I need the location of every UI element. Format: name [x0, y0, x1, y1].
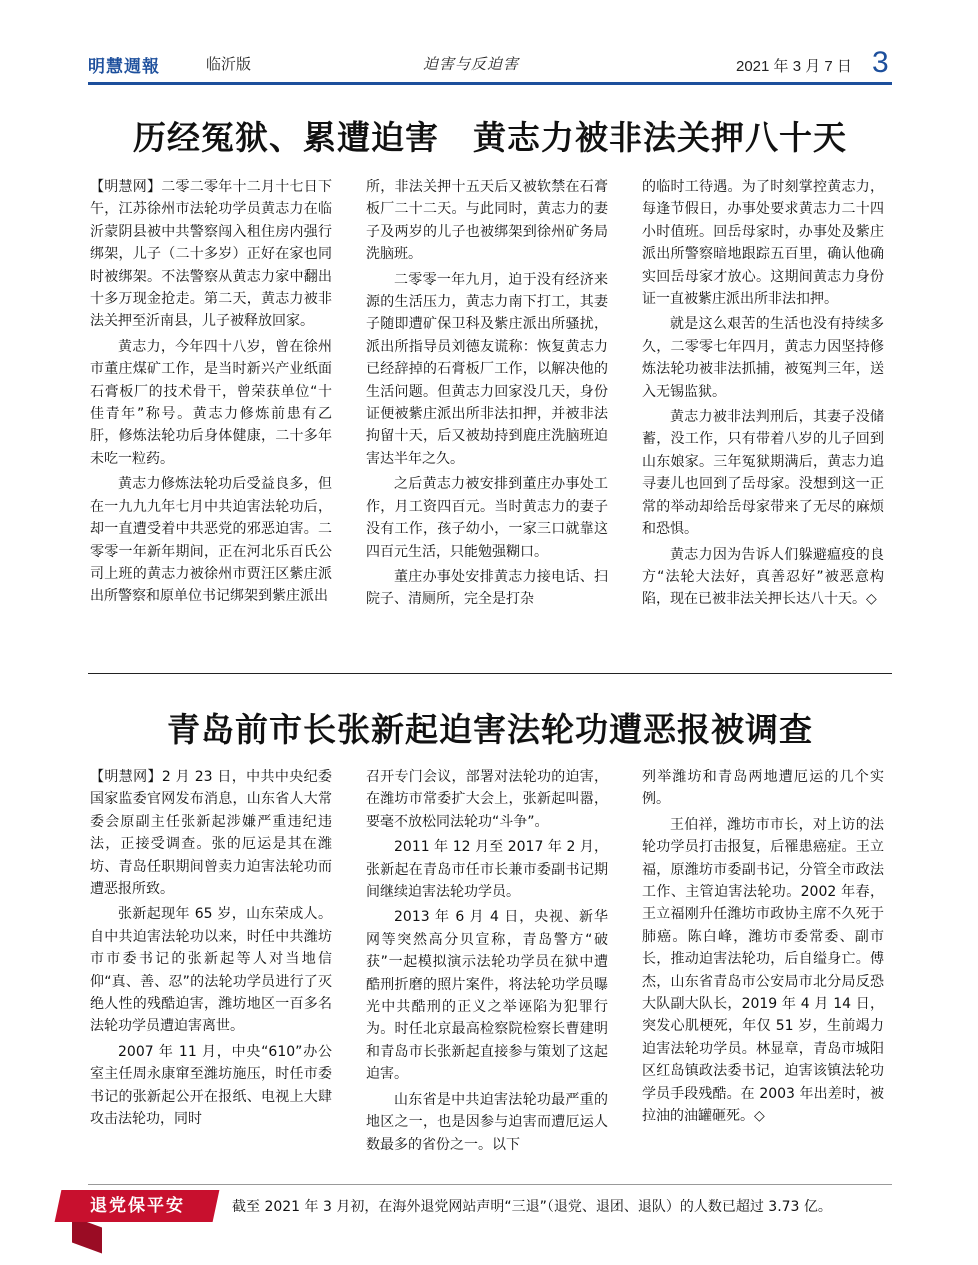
article1-paragraph: 黄志力修炼法轮功后受益良多，但在一九九九年七月中共迫害法轮功后，却一直遭受着中共恶党的邪恶迫害。二零零一年新年期间，正在河北乐百氏公司上班的黄志力被徐州市贾汪区紫庄派出所警察和原单位书记绑架到紫庄派出	[90, 476, 332, 605]
article1-paragraph: 所，非法关押十五天后又被软禁在石膏板厂二十二天。与此同时，黄志力的妻子及两岁的儿子也被绑架到徐州矿务局洗脑班。	[366, 179, 608, 263]
footer-notice: 截至 2021 年 3 月初，在海外退党网站声明“三退”（退党、退团、退队）的人数已超过 3.73 亿。	[232, 1199, 832, 1215]
article2-paragraph: 2013 年 6 月 4 日，央视、新华网等突然高分贝宣称，青岛警方“破获”一起模拟演示法轮功学员在狱中遭酷刑折磨的照片案件，将法轮功学员曝光中共酷刑的正义之举诬陷为犯罪行为。时任北京最高检察院检察长曹建明和青岛市长张新起直接参与策划了这起迫害。	[366, 909, 608, 1083]
article2-column-1	[90, 766, 332, 1134]
section-label: 迫害与反迫害	[423, 55, 520, 73]
edition-label: 临沂版	[206, 55, 252, 73]
header-rule	[88, 82, 892, 85]
article2-paragraph: 召开专门会议，部署对法轮功的迫害，在潍坊市常委扩大会上，张新起叫嚣，要毫不放松同法轮功“斗争”。	[366, 769, 608, 830]
article1-paragraph: 就是这么艰苦的生活也没有持续多久，二零零七年四月，黄志力因坚持修炼法轮功被非法抓捕，被冤判三年，送入无锡监狱。	[642, 316, 884, 400]
article1-paragraph: 【明慧网】二零二零年十二月十七日下午，江苏徐州市法轮功学员黄志力在临沂蒙阴县被中共警察闯入租住房内强行绑架，儿子（二十多岁）正好在家也同时被绑架。不法警察从黄志力家中翻出十多万现金抢走。第二天，黄志力被非法关押至沂南县，儿子被释放回家。	[90, 179, 332, 330]
article1-column-2	[366, 176, 608, 614]
article1-paragraph: 黄志力因为告诉人们躲避瘟疫的良方“法轮大法好，真善忍好”被恶意构陷，现在已被非法关押长达八十天。◇	[642, 546, 884, 608]
masthead: 明慧週報	[88, 57, 160, 77]
issue-date: 2021 年 3 月 7 日	[736, 58, 852, 75]
article2-paragraph: 王伯祥，潍坊市市长，对上访的法轮功学员打击报复，后罹患癌症。王立福，原潍坊市委副书记，分管全市政法工作、主管迫害法轮功。2002 年春，王立福刚升任潍坊市政协主席不久死于肺癌。陈白峰，潍坊市委常委、副市长，推动迫害法轮功，后自缢身亡。傅杰，山东省青岛市公安局市北分局反恐大队副大队长，2019 年 4 月 14 日，突发心肌梗死，年仅 51 岁，生前竭力迫害法轮功学员。林显章，青岛市城阳区红岛镇政法委书记，迫害该镇法轮功学员手段残酷。在 2003 年出差时，被拉油的油罐砸死。◇	[642, 816, 884, 1125]
article2-paragraph: 【明慧网】2 月 23 日，中共中央纪委国家监委官网发布消息，山东省人大常委会原副主任张新起涉嫌严重违纪违法，正接受调查。张的厄运是其在潍坊、青岛任职期间曾卖力迫害法轮功而遭恶报所致。	[90, 769, 332, 898]
page-header	[88, 48, 892, 82]
article2-title: 青岛前市长张新起迫害法轮功遭恶报被调查	[167, 710, 813, 749]
article2-paragraph: 山东省是中共迫害法轮功最严重的地区之一，也是因参与迫害而遭厄运人数最多的省份之一。以下	[366, 1091, 608, 1153]
article1-column-3	[642, 176, 884, 614]
article1-paragraph: 二零零一年九月，迫于没有经济来源的生活压力，黄志力南下打工，其妻子随即遭矿保卫科及紫庄派出所骚扰，派出所指导员刘德友谎称：恢复黄志力已经辞掉的石膏板厂工作，以解决他的生活问题。但黄志力回家没几天，身份证便被紫庄派出所非法扣押，并被非法拘留十天，后又被劫持到鹿庄洗脑班迫害达半年之久。	[366, 271, 608, 467]
article2-paragraph: 张新起现年 65 岁，山东荣成人。自中共迫害法轮功以来，时任中共潍坊市市委书记的张新起等人对当地信仰“真、善、忍”的法轮功学员进行了灭绝人性的残酷迫害，潍坊地区一百多名法轮功学员遭迫害离世。	[90, 906, 332, 1035]
article1-paragraph: 黄志力，今年四十八岁，曾在徐州市董庄煤矿工作，是当时新兴产业纸面石膏板厂的技术骨干，曾荣获单位“十佳青年”称号。黄志力修炼前患有乙肝，修炼法轮功后身体健康，二十多年未吃一粒药。	[90, 338, 332, 467]
article1-paragraph: 董庄办事处安排黄志力接电话、扫院子、清厕所，完全是打杂	[366, 568, 608, 608]
article1-paragraph: 黄志力被非法判刑后，其妻子没储蓄，没工作，只有带着八岁的儿子回到山东娘家。三年冤狱期满后，黄志力追寻妻儿也回到了岳母家。没想到这一正常的举动却给岳母家带来了无尽的麻烦和恐惧。	[642, 409, 884, 538]
article1-column-1	[90, 176, 332, 611]
article1-paragraph: 之后黄志力被安排到董庄办事处工作，月工资四百元。当时黄志力的妻子没有工作，孩子幼小，一家三口就靠这四百元生活，只能勉强糊口。	[366, 476, 608, 560]
article2-column-2	[366, 766, 608, 1159]
page-number: 3	[872, 46, 889, 79]
article1-paragraph: 的临时工待遇。为了时刻掌控黄志力，每逢节假日，办事处要求黄志力二十四小时值班。回岳母家时，办事处及紫庄派出所警察暗地跟踪五百里，确认他确实回岳母家才放心。这期间黄志力身份证一直被紫庄派出所非法扣押。	[642, 179, 884, 308]
article2-paragraph: 2007 年 11 月，中央“610”办公室主任周永康窜至潍坊施压，时任市委书记的张新起公开在报纸、电视上大肆攻击法轮功，同时	[90, 1043, 332, 1128]
footer-rule	[88, 1184, 892, 1185]
article2-paragraph: 列举潍坊和青岛两地遭厄运的几个实例。	[642, 769, 884, 808]
article2-column-3	[642, 766, 884, 1131]
article-divider	[88, 673, 892, 674]
article2-paragraph: 2011 年 12 月至 2017 年 2 月，张新起在青岛市任市长兼市委副书记期间继续迫害法轮功学员。	[366, 839, 608, 901]
banner-ribbon-tail	[72, 1217, 102, 1254]
footer-banner	[55, 1190, 220, 1222]
article1-title: 历经冤狱、累遭迫害 黄志力被非法关押八十天	[133, 118, 847, 157]
footer-banner-label: 退党保平安	[89, 1196, 185, 1216]
